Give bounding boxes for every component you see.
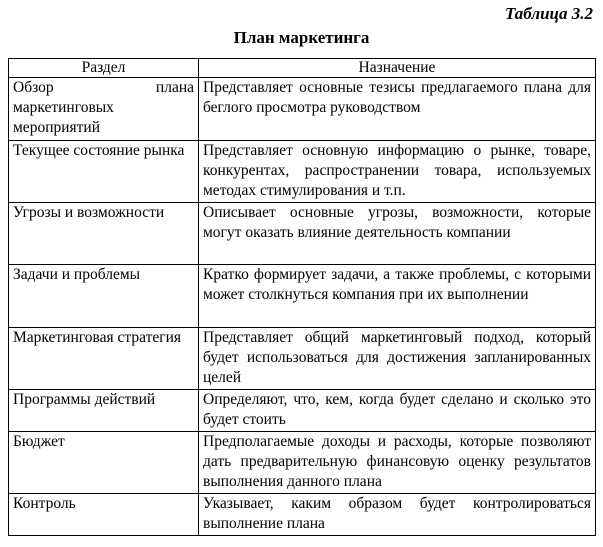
purpose-cell: Описывает основные угрозы, возможности, которые могут оказать влияние деятельность компании bbox=[199, 203, 596, 265]
table-row bbox=[9, 141, 596, 203]
purpose-cell: Представляет основную информацию о рынке, товаре, конкурентах, распространении товара, используемых методах стимулирования и т.п. bbox=[199, 141, 596, 203]
purpose-cell: Кратко формирует задачи, а также проблемы, с которыми может столкнуться компания при их выполнении bbox=[199, 265, 596, 328]
section-cell: Угрозы и возможности bbox=[9, 203, 199, 265]
table-row bbox=[9, 432, 596, 494]
purpose-cell: Представляет основные тезисы предлагаемого плана для беглого просмотра руководством bbox=[199, 78, 596, 141]
section-cell: Бюджет bbox=[9, 432, 199, 494]
section-cell: Обзор плана маркетинговых мероприятий bbox=[9, 78, 199, 141]
table-row bbox=[9, 203, 596, 265]
section-cell: Текущее состояние рынка bbox=[9, 141, 199, 203]
table-row bbox=[9, 265, 596, 328]
purpose-cell: Указывает, каким образом будет контролироваться выполнение плана bbox=[199, 494, 596, 536]
section-cell: Задачи и проблемы bbox=[9, 265, 199, 328]
table-row bbox=[9, 494, 596, 536]
marketing-plan-table bbox=[8, 58, 596, 536]
table-row bbox=[9, 78, 596, 141]
table-header-row bbox=[9, 59, 596, 78]
table-row bbox=[9, 328, 596, 390]
table-caption: Таблица 3.2 bbox=[505, 4, 593, 23]
column-header-section: Раздел bbox=[9, 59, 199, 78]
column-header-purpose: Назначение bbox=[199, 59, 596, 78]
purpose-cell: Определяют, что, кем, когда будет сделано и сколько это будет стоить bbox=[199, 390, 596, 432]
section-cell: Контроль bbox=[9, 494, 199, 536]
purpose-cell: Предполагаемые доходы и расходы, которые позволяют дать предварительную финансовую оценку результатов выполнения данного плана bbox=[199, 432, 596, 494]
table-row bbox=[9, 390, 596, 432]
purpose-cell: Представляет общий маркетинговый подход, который будет использоваться для достижения запланированных целей bbox=[199, 328, 596, 390]
document-title: План маркетинга bbox=[233, 28, 370, 47]
section-cell: Маркетинговая стратегия bbox=[9, 328, 199, 390]
section-cell: Программы действий bbox=[9, 390, 199, 432]
